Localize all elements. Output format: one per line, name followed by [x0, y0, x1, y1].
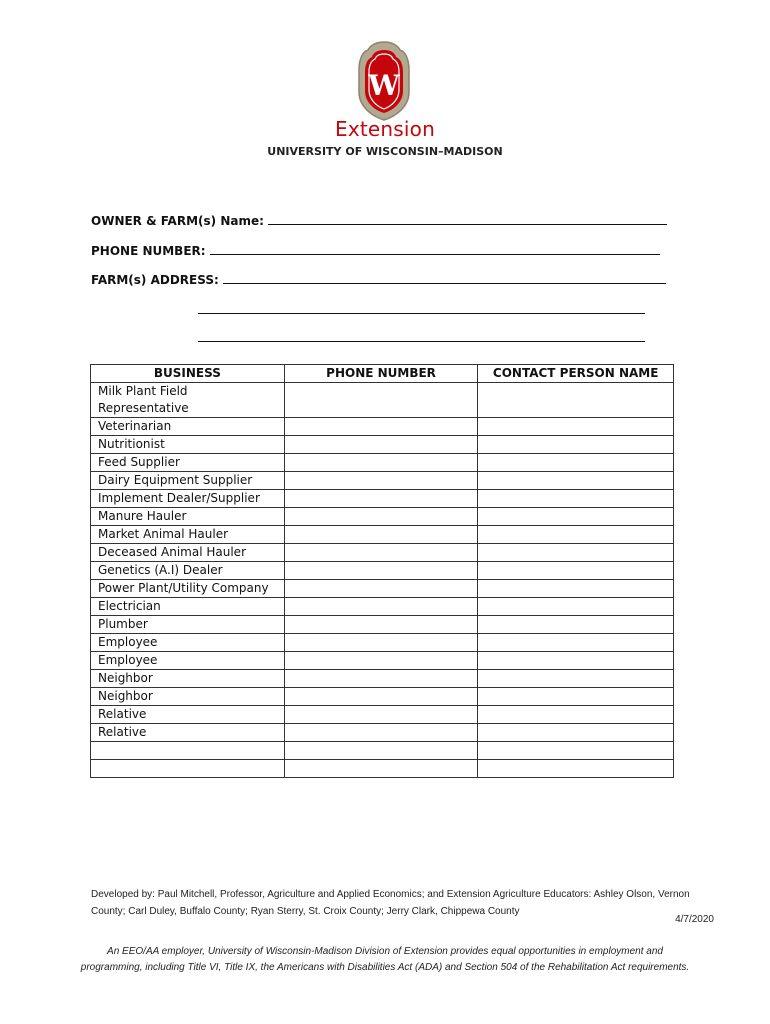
phone-number-cell[interactable] — [284, 436, 478, 454]
phone-field — [91, 242, 660, 258]
document-date: 4/7/2020 — [675, 914, 714, 925]
phone-label: PHONE NUMBER: — [91, 244, 206, 258]
business-cell: Implement Dealer/Supplier — [91, 490, 285, 508]
address-blank-line-3[interactable] — [198, 341, 645, 342]
business-cell: Deceased Animal Hauler — [91, 544, 285, 562]
contact-person-cell[interactable] — [478, 670, 674, 688]
phone-number-cell[interactable] — [284, 688, 478, 706]
table-row — [91, 688, 674, 706]
table-row — [91, 706, 674, 724]
phone-number-cell[interactable] — [284, 454, 478, 472]
phone-number-cell[interactable] — [284, 760, 478, 778]
table-row — [91, 526, 674, 544]
contact-person-cell[interactable] — [478, 580, 674, 598]
phone-number-cell[interactable] — [284, 508, 478, 526]
table-row — [91, 383, 674, 418]
business-cell: Nutritionist — [91, 436, 285, 454]
table-row — [91, 670, 674, 688]
phone-number-cell[interactable] — [284, 544, 478, 562]
phone-number-cell[interactable] — [284, 652, 478, 670]
extension-brand: Extension — [335, 117, 435, 141]
contact-person-cell[interactable] — [478, 526, 674, 544]
phone-number-cell[interactable] — [284, 706, 478, 724]
table-row — [91, 562, 674, 580]
contact-person-cell[interactable] — [478, 688, 674, 706]
business-cell: Market Animal Hauler — [91, 526, 285, 544]
table-row — [91, 490, 674, 508]
business-cell: Manure Hauler — [91, 508, 285, 526]
contact-person-cell[interactable] — [478, 383, 674, 418]
business-cell: Electrician — [91, 598, 285, 616]
phone-number-cell[interactable] — [284, 418, 478, 436]
contact-person-cell[interactable] — [478, 652, 674, 670]
phone-number-cell[interactable] — [284, 670, 478, 688]
table-row — [91, 724, 674, 742]
address-blank-line-1[interactable] — [223, 271, 666, 284]
table-row — [91, 598, 674, 616]
business-cell: Genetics (A.I) Dealer — [91, 562, 285, 580]
phone-number-cell[interactable] — [284, 580, 478, 598]
table-header-row — [91, 365, 674, 383]
business-cell: Neighbor — [91, 688, 285, 706]
address-field — [91, 271, 666, 287]
uw-crest-logo — [355, 40, 413, 122]
owner-field — [91, 212, 667, 228]
contact-person-cell[interactable] — [478, 490, 674, 508]
phone-number-cell[interactable] — [284, 634, 478, 652]
address-blank-line-2[interactable] — [198, 313, 645, 314]
credits-text: Developed by: Paul Mitchell, Professor, Agriculture and Applied Economics; and Extension Agriculture Educators: Ashley Olson, Vernon County; Carl Duley, Buffalo County; Ryan Sterry, St. Croix County; Jerry Clark, Chippewa County — [91, 889, 690, 917]
eeo-statement — [60, 944, 710, 976]
table-row — [91, 436, 674, 454]
table-row — [91, 580, 674, 598]
business-cell: Power Plant/Utility Company — [91, 580, 285, 598]
contact-person-cell[interactable] — [478, 436, 674, 454]
business-cell: Relative — [91, 724, 285, 742]
table-row — [91, 544, 674, 562]
phone-number-cell[interactable] — [284, 742, 478, 760]
owner-blank-line[interactable] — [268, 212, 667, 225]
table-row — [91, 652, 674, 670]
header-business: BUSINESS — [91, 365, 285, 383]
table-row — [91, 616, 674, 634]
address-label: FARM(s) ADDRESS: — [91, 273, 219, 287]
contact-person-cell[interactable] — [478, 544, 674, 562]
eeo-line-2: programming, including Title VI, Title IX, the Americans with Disabilities Act (ADA) and Section 504 of the Rehabilitation Act requirements. — [80, 962, 690, 973]
crest-letter: W — [368, 69, 400, 102]
phone-number-cell[interactable] — [284, 383, 478, 418]
table-row — [91, 634, 674, 652]
phone-number-cell[interactable] — [284, 724, 478, 742]
business-cell: Employee — [91, 634, 285, 652]
business-cell — [91, 742, 285, 760]
contact-person-cell[interactable] — [478, 598, 674, 616]
table-row — [91, 472, 674, 490]
table-row — [91, 418, 674, 436]
business-cell: Employee — [91, 652, 285, 670]
business-cell: Milk Plant Field Representative — [91, 383, 285, 418]
contact-person-cell[interactable] — [478, 472, 674, 490]
phone-number-cell[interactable] — [284, 562, 478, 580]
business-cell: Plumber — [91, 616, 285, 634]
contact-person-cell[interactable] — [478, 760, 674, 778]
eeo-line-1: An EEO/AA employer, University of Wisconsin-Madison Division of Extension provides equal opportunities in employment and — [107, 946, 663, 957]
contact-person-cell[interactable] — [478, 634, 674, 652]
contact-person-cell[interactable] — [478, 742, 674, 760]
contact-person-cell[interactable] — [478, 508, 674, 526]
phone-number-cell[interactable] — [284, 526, 478, 544]
business-cell: Relative — [91, 706, 285, 724]
business-cell — [91, 760, 285, 778]
phone-number-cell[interactable] — [284, 616, 478, 634]
contact-person-cell[interactable] — [478, 562, 674, 580]
table-row — [91, 508, 674, 526]
contact-person-cell[interactable] — [478, 418, 674, 436]
table-row — [91, 454, 674, 472]
phone-number-cell[interactable] — [284, 598, 478, 616]
table-row — [91, 760, 674, 778]
header-contact-person: CONTACT PERSON NAME — [478, 365, 674, 383]
phone-number-cell[interactable] — [284, 490, 478, 508]
owner-label: OWNER & FARM(s) Name: — [91, 214, 264, 228]
contact-person-cell[interactable] — [478, 724, 674, 742]
contacts-table — [90, 364, 674, 778]
business-cell: Feed Supplier — [91, 454, 285, 472]
phone-blank-line[interactable] — [210, 242, 660, 255]
header-phone-number: PHONE NUMBER — [284, 365, 478, 383]
contact-person-cell[interactable] — [478, 454, 674, 472]
contact-person-cell[interactable] — [478, 706, 674, 724]
phone-number-cell[interactable] — [284, 472, 478, 490]
business-cell: Neighbor — [91, 670, 285, 688]
table-row — [91, 742, 674, 760]
business-cell: Veterinarian — [91, 418, 285, 436]
contact-person-cell[interactable] — [478, 616, 674, 634]
university-name: UNIVERSITY OF WISCONSIN–MADISON — [267, 145, 503, 158]
business-cell: Dairy Equipment Supplier — [91, 472, 285, 490]
